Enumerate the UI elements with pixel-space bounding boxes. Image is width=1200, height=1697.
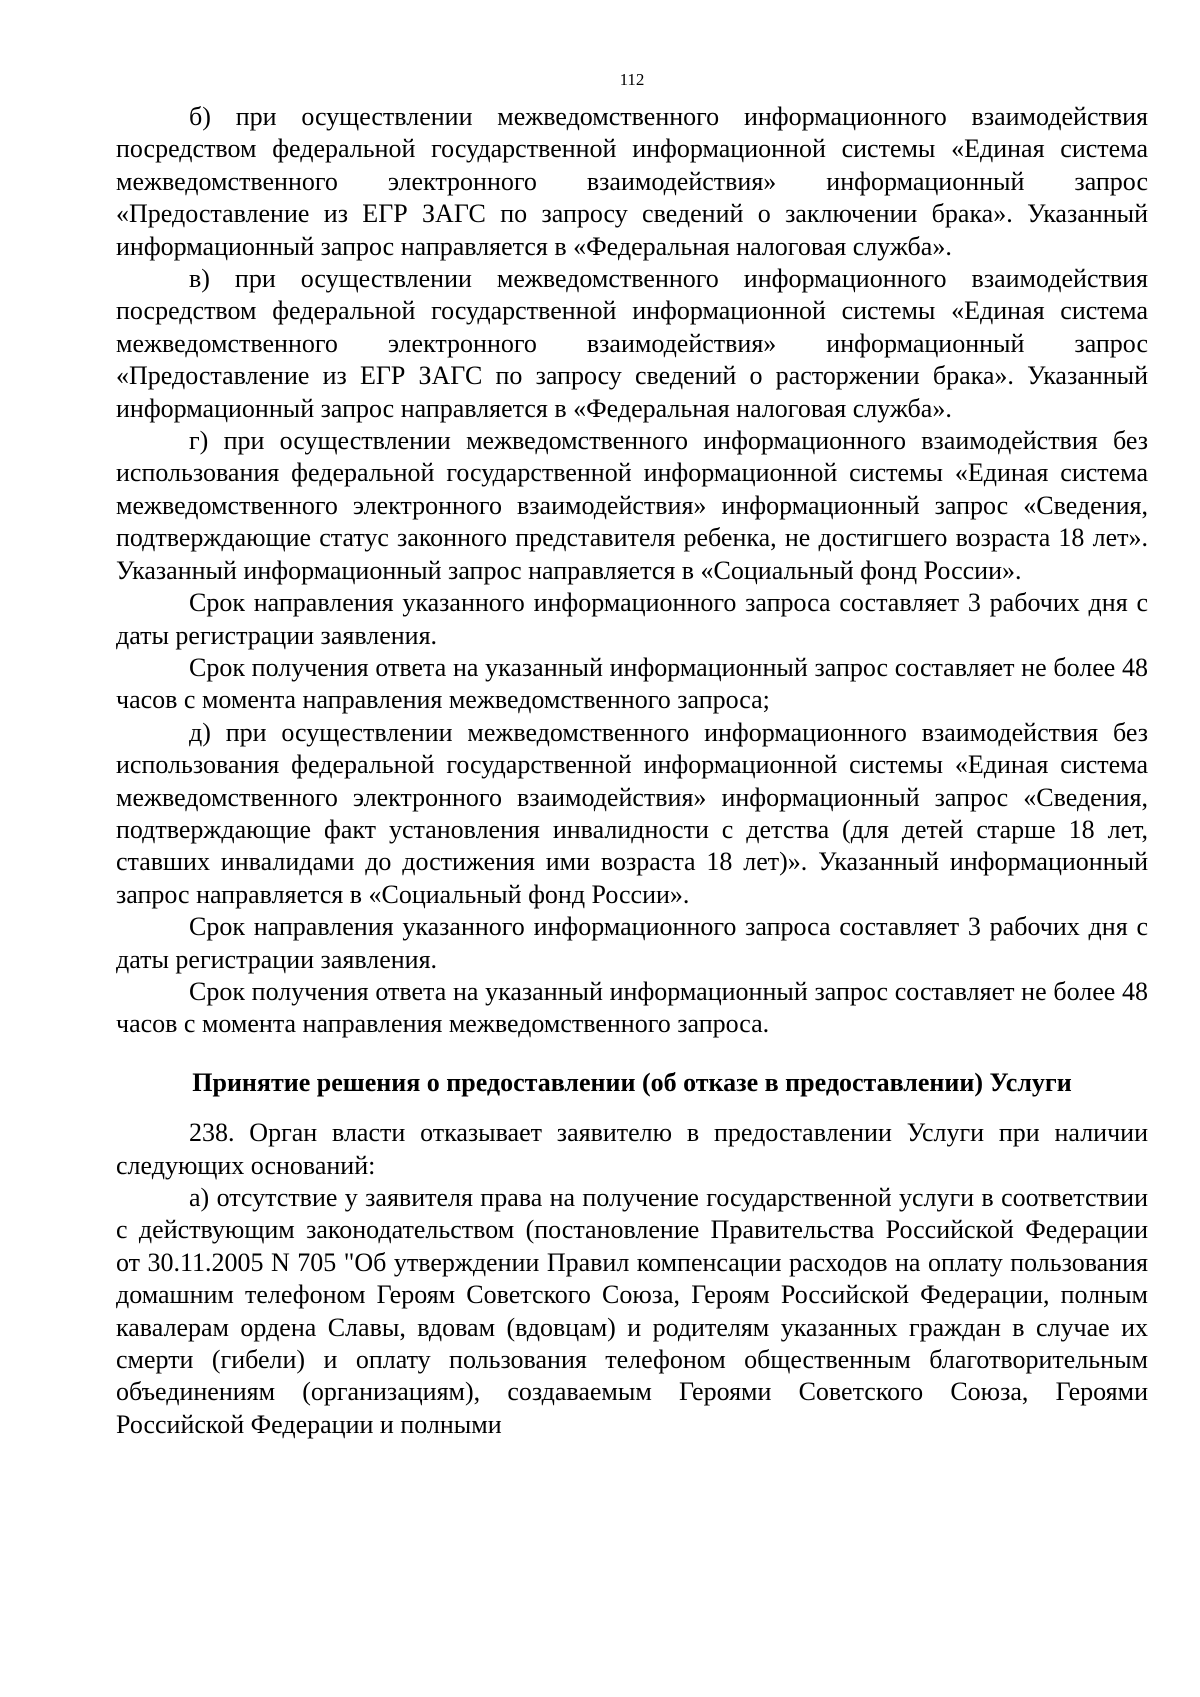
paragraph-g-send-term: Срок направления указанного информационного запроса составляет 3 рабочих дня с даты регистрации заявления. [116, 588, 1148, 650]
paragraph-d: д) при осуществлении межведомственного информационного взаимодействия без использования федеральной государственной информационной системы «Единая система межведомственного электронного взаимодействия» информационный запрос «Сведения, подтверждающие факт установления инвалидности с детства (для детей старше 18 лет, ставших инвалидами до достижения ими возраста 18 лет)». Указанный информационный запрос направляется в «Социальный фонд России». [116, 717, 1148, 909]
paragraph-g: г) при осуществлении межведомственного информационного взаимодействия без использования федеральной государственной информационной системы «Единая система межведомственного электронного взаимодействия» информационный запрос «Сведения, подтверждающие статус законного представителя ребенка, не достигшего возраста 18 лет». Указанный информационный запрос направляется в «Социальный фонд России». [116, 426, 1148, 585]
paragraph-238-a: а) отсутствие у заявителя права на получение государственной услуги в соответствии с действующим законодательством (постановление Правительства Российской Федерации от 30.11.2005 N 705 "Об утверждении Правил компенсации расходов на оплату пользования домашним телефоном Героям Советского Союза, Героям Российской Федерации, полным кавалерам ордена Славы, вдовам (вдовцам) и родителям указанных граждан в случае их смерти (гибели) и оплату пользования телефоном общественным благотворительным объединениям (организациям), создаваемым Героями Советского Союза, Героями Российской Федерации и полными [116, 1183, 1148, 1439]
page-number: 112 [619, 70, 645, 89]
section-heading: Принятие решения о предоставлении (об отказе в предоставлении) Услуги [192, 1067, 1072, 1097]
document-body [116, 101, 1148, 1441]
paragraph-v: в) при осуществлении межведомственного информационного взаимодействия посредством федеральной государственной информационной системы «Единая система межведомственного электронного взаимодействия» информационный запрос «Предоставление из ЕГР ЗАГС по запросу сведений о расторжении брака». Указанный информационный запрос направляется в «Федеральная налоговая служба». [116, 264, 1148, 423]
paragraph-g-response-term: Срок получения ответа на указанный информационный запрос составляет не более 48 часов с момента направления межведомственного запроса; [116, 652, 1148, 715]
paragraph-d-send-term: Срок направления указанного информационного запроса составляет 3 рабочих дня с даты регистрации заявления. [116, 912, 1148, 974]
paragraph-d-response-term: Срок получения ответа на указанный информационный запрос составляет не более 48 часов с момента направления межведомственного запроса. [116, 976, 1148, 1039]
paragraph-238: 238. Орган власти отказывает заявителю в предоставлении Услуги при наличии следующих оснований: [116, 1118, 1148, 1180]
paragraph-b: б) при осуществлении межведомственного информационного взаимодействия посредством федеральной государственной информационной системы «Единая система межведомственного электронного взаимодействия» информационный запрос «Предоставление из ЕГР ЗАГС по запросу сведений о заключении брака». Указанный информационный запрос направляется в «Федеральная налоговая служба». [116, 102, 1148, 261]
